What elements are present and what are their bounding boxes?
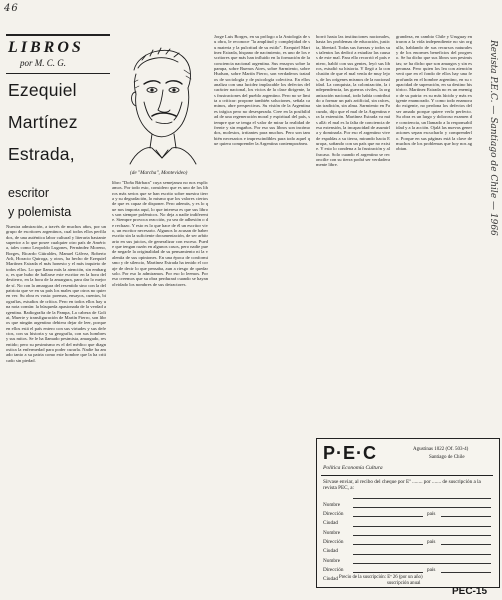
portrait-caption: (de "Marcha", Montevideo) (130, 170, 188, 176)
coupon-intro: Sírvase enviar, al recibo del cheque por Eº ........ por ....... de suscripción a la revista PEC, a: (323, 479, 481, 491)
pec-address-line-2: Santiago de Chile (429, 455, 465, 460)
coupon-field-label: Nombre (323, 530, 340, 536)
article-column-3: Jorge Luis Borges, en su prólogo a la Antología de su obra, le reconoce "la amplitud y complejidad de su materia y la pulcritud de su estilo". Ezequiel Martínez Estrada, hispano de nacimiento, es uno de los escritores que más han influido en la formación de la conciencia nacional argentina. Sus ensayos sobre la pampa, sobre Buenos Aires, sobre Sarmiento, sobre Hudson, sobre Martín Fierro, son verdaderos tratados de sociología y de psicología colectiva. En ellos analiza con una lucidez implacable los defectos del carácter nacional, los vicios de la clase dirigente, las frustraciones del pueblo argentino. Pero no se limita a criticar: propone también soluciones, señala caminos, abre perspectivas. Su visión de la Argentina es trágica pero no desesperada. Cree en la posibilidad de una regeneración moral y espiritual del país, siempre que se tenga el valor de mirar la realidad de frente y sin engaños. Por eso sus libros son incómodos, molestos, irritantes para muchos. Pero son también necesarios e imprescindibles para todo aquel que quiera comprender la Argentina contemporánea. (214, 34, 310, 146)
article-column-5: grandeza, en cambio Chile y Uruguay entraron a la vida independiente no sin orgullo, hablando de sus recursos naturales y de los enormes beneficios del progreso. Se ha dicho que sus libros son pesimistas; se ha dicho que son amargos y sin esperanza. Pero quien los lea con atención verá que en el fondo de ellos hay una fe profunda en el hombre argentino, en su capacidad de superación, en su destino histórico. Martínez Estrada no es un enemigo de su patria: es su más lúcido y más exigente enamorado. Y como todo enamorado exigente, no perdona los defectos del ser amado porque quiere verlo perfecto. Su obra es un largo y doloroso examen de conciencia, un llamado a la responsabilidad y a la acción. Ojalá las nuevas generaciones sepan escucharlo y comprenderlo. Porque en sus páginas está la clave de muchos de los problemas que hoy nos agobian. (396, 34, 472, 152)
coupon-field-line[interactable] (441, 544, 491, 545)
coupon-field-suffix: país (427, 567, 436, 573)
pec-address-line-1: Agustinas 1022 (Of. 503-4) (413, 447, 469, 452)
article-column-4: borró hasta las instituciones nacionales, hasta los problemas de educación, justicia, libertad. Todas sus fuerzas y todos sus talentos las dedicó a estudiar las causas de este mal. Para ello recorrió el país entero, habló con sus gentes, leyó sus libros, estudió su historia. Y llegó a la conclusión de que el mal venía de muy lejos, de los orígenes mismos de la nacionalidad. La conquista, la colonización, la independencia, las guerras civiles, la organización nacional, todo había contribuido a formar un país artificial, sin raíces, sin tradición, sin alma. Sarmiento en Facundo, dijo que el mal de la Argentina era la extensión. Martínez Estrada va más allá: el mal es la falta de conciencia de esa extensión, la incapacidad de asumirla y dominarla. Por eso el argentino vive de espaldas a su tierra, mirando hacia Europa, soñando con un país que no existe. Y esto lo condena a la frustración y al fracaso. Solo cuando el argentino se reconcilie con su tierra podrá ser verdaderamente libre. (316, 34, 390, 168)
handwritten-margin-note: Revista P.E.C. — Santiago de Chile — 1966 (488, 40, 498, 236)
coupon-field-line[interactable] (353, 516, 423, 517)
pec-logo: P·E·C (323, 443, 377, 463)
coupon-field-label: Dirección (323, 511, 344, 517)
coupon-rule (321, 475, 493, 476)
headline-line-1: Ezequiel (8, 80, 77, 100)
handwritten-page-mark: 46 (4, 3, 19, 14)
coupon-field-label: Ciudad (323, 576, 338, 582)
coupon-field-line[interactable] (353, 526, 491, 527)
section-title: LIBROS (8, 39, 84, 56)
coupon-field-label: Ciudad (323, 548, 338, 554)
coupon-field-line[interactable] (353, 554, 491, 555)
coupon-price-line-2: suscripción anual (387, 581, 421, 586)
coupon-field-line[interactable] (441, 572, 491, 573)
coupon-field-line[interactable] (441, 516, 491, 517)
headline-line-3: Estrada, (8, 144, 75, 164)
coupon-field-line[interactable] (353, 498, 491, 499)
coupon-field-line[interactable] (353, 535, 491, 536)
coupon-field-line[interactable] (353, 563, 491, 564)
portrait-illustration (112, 40, 208, 168)
article-column-1: Nuestra admiración, a través de muchos años, por un grupo de escritores argentinos, cual todos ellos perfilados, de una auténtica labor cultural y literaria bastante superior a lo que posee cualquier otro país de América, tales como Leopoldo Lugones, Fernández Moreno, Borges, Ricardo Güiraldes, Manuel Gálvez, Roberto Arlt, Horacio Quiroga, y otros, ha hecho de Ezequiel Martínez Estrada el más honesto y el más inquieto de todos ellos. Lo que llama más la atención, sin embargo, es que hubo de hallarse este escritor en la hora del destierro, en la hora de la amargura, para dar lo mejor de sí. No con la amargura del resentido sino con la del patriota que ve en su país los males que otros no quieren ver. Su obra es vasta: poemas, ensayos, cuentos, biografías, estudios de crítica. Pero en todos ellos hay una nota común: la búsqueda apasionada de la verdad argentina. Radiografía de la Pampa, La cabeza de Goliat, Muerte y transfiguración de Martín Fierro, son libros que ningún argentino debiera dejar de leer, porque en ellos está el país entero con sus virtudes y sus defectos, con su historia y su geografía, con sus hombres y sus mitos. Se le ha llamado pesimista, amargado, resentido; pero su pesimismo es el del médico que diagnostica la enfermedad para poder curarla. Nadie ha amado tanto a su patria como este hombre que la ha criticado sin piedad. (6, 224, 106, 363)
subscription-coupon (316, 438, 500, 588)
coupon-field-label: Dirección (323, 567, 344, 573)
portrait-sketch-icon (112, 40, 208, 168)
coupon-field-line[interactable] (353, 544, 423, 545)
coupon-field-suffix: país (427, 539, 436, 545)
coupon-field-label: Nombre (323, 558, 340, 564)
coupon-field-label: Dirección (323, 539, 344, 545)
coupon-field-line[interactable] (353, 572, 423, 573)
article-column-2: libro "Doña Bárbara" cuya semejanza no nos explicamos. Por todo esto, considero que es uno de los libros más serios que se han escrito sobre nuestra tierra y su degradación, lo mismo que los valores ciertos de que es capaz de disponer. Pero además, y es lo que nos importa aquí, lo que interesa es que sus libros son siempre polémicos. No deja a nadie indiferente. Siempre provoca reacción, ya sea de adhesión o de rechazo. Y esto es lo que hace de él un escritor vivo, un escritor necesario. Algunos lo acusan de haber escrito sin la suficiente documentación, de ser arbitrario en sus juicios, de generalizar con exceso. Puede que tengan razón en algunos casos, pero nadie puede negarle la originalidad de su pensamiento ni la valentía de sus opiniones. En una época de conformismo y de silencio, Martínez Estrada ha tenido el coraje de decir lo que pensaba, aun a riesgo de quedar solo. Por eso lo admiramos. Por eso lo leemos. Por eso creemos que su obra perdurará cuando se hayan olvidado los nombres de sus detractores. (112, 180, 208, 287)
coupon-field-label: Ciudad (323, 520, 338, 526)
header-rule-top (6, 34, 110, 36)
coupon-field-suffix: país (427, 511, 436, 517)
subheadline-line-1: escritor (8, 186, 49, 200)
pec-tagline: Política Economía Cultura (323, 465, 383, 471)
byline: por M. C. G. (20, 58, 67, 68)
page-number: PEC-15 (452, 586, 488, 597)
coupon-price-line-1: Precio de la suscripción: Eº 26 (por un año) (339, 575, 423, 580)
coupon-field-label: Nombre (323, 502, 340, 508)
header-rule-bottom (6, 73, 110, 74)
subheadline-line-2: y polemista (8, 205, 72, 219)
headline-line-2: Martínez (8, 112, 78, 132)
coupon-field-line[interactable] (353, 507, 491, 508)
